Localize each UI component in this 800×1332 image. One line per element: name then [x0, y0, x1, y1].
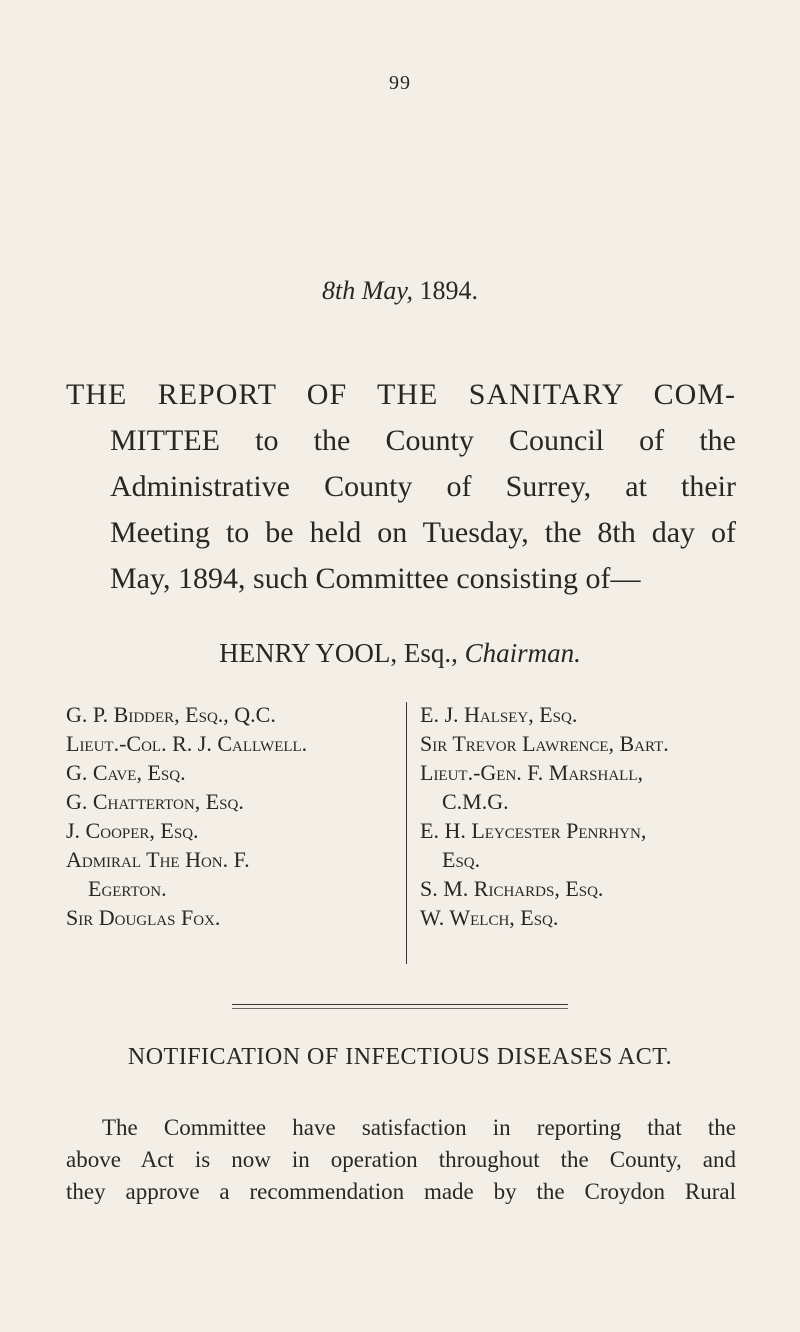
- paragraph-line: The Committee have satisfaction in reporting that the: [102, 1115, 736, 1140]
- member-entry: J. Cooper, Esq.: [66, 818, 199, 843]
- member-entry: G. Chatterton, Esq.: [66, 789, 244, 814]
- paragraph-line: they approve a recommendation made by the Croydon Rural: [66, 1179, 736, 1204]
- report-heading: [66, 372, 736, 602]
- member-entry: G. P. Bidder, Esq., Q.C.: [66, 702, 276, 727]
- members-right-column: [420, 700, 750, 932]
- report-date-day: 8th May,: [322, 276, 413, 305]
- member-entry: Lieut.-Col. R. J. Callwell.: [66, 731, 308, 756]
- report-heading-line: THE REPORT OF THE SANITARY COM-: [66, 378, 736, 411]
- member-entry: S. M. Richards, Esq.: [420, 876, 604, 901]
- report-heading-line: May, 1894, such Committee consisting of—: [110, 562, 641, 595]
- chairman-line: [0, 638, 800, 669]
- member-entry: Esq.: [442, 847, 481, 872]
- member-entry: G. Cave, Esq.: [66, 760, 186, 785]
- member-entry: W. Welch, Esq.: [420, 905, 559, 930]
- paragraph-line: above Act is now in operation throughout the County, and: [66, 1147, 736, 1172]
- member-entry: C.M.G.: [442, 789, 509, 814]
- report-heading-line: Administrative County of Surrey, at their: [110, 470, 736, 503]
- report-date-year: 1894.: [419, 276, 478, 305]
- section-divider: [232, 1004, 568, 1005]
- member-entry: E. H. Leycester Penrhyn,: [420, 818, 647, 843]
- chairman-role: Chairman.: [464, 638, 581, 668]
- report-date: [0, 276, 800, 306]
- report-heading-line: Meeting to be held on Tuesday, the 8th day of: [110, 516, 736, 549]
- section-heading: NOTIFICATION OF INFECTIOUS DISEASES ACT.: [127, 1044, 673, 1070]
- section-paragraph: [66, 1112, 736, 1208]
- member-entry: Egerton.: [88, 876, 167, 901]
- member-entry: Admiral The Hon. F.: [66, 847, 250, 872]
- report-heading-line: MITTEE to the County Council of the: [110, 424, 736, 457]
- member-entry: Sir Trevor Lawrence, Bart.: [420, 731, 669, 756]
- section-divider-second: [232, 1008, 568, 1009]
- member-entry: E. J. Halsey, Esq.: [420, 702, 578, 727]
- members-left-column: [66, 700, 396, 932]
- column-divider: [406, 702, 407, 964]
- page-number: 99: [389, 72, 411, 94]
- member-entry: Lieut.-Gen. F. Marshall,: [420, 760, 644, 785]
- chairman-name: HENRY YOOL, Esq.,: [219, 638, 458, 668]
- member-entry: Sir Douglas Fox.: [66, 905, 221, 930]
